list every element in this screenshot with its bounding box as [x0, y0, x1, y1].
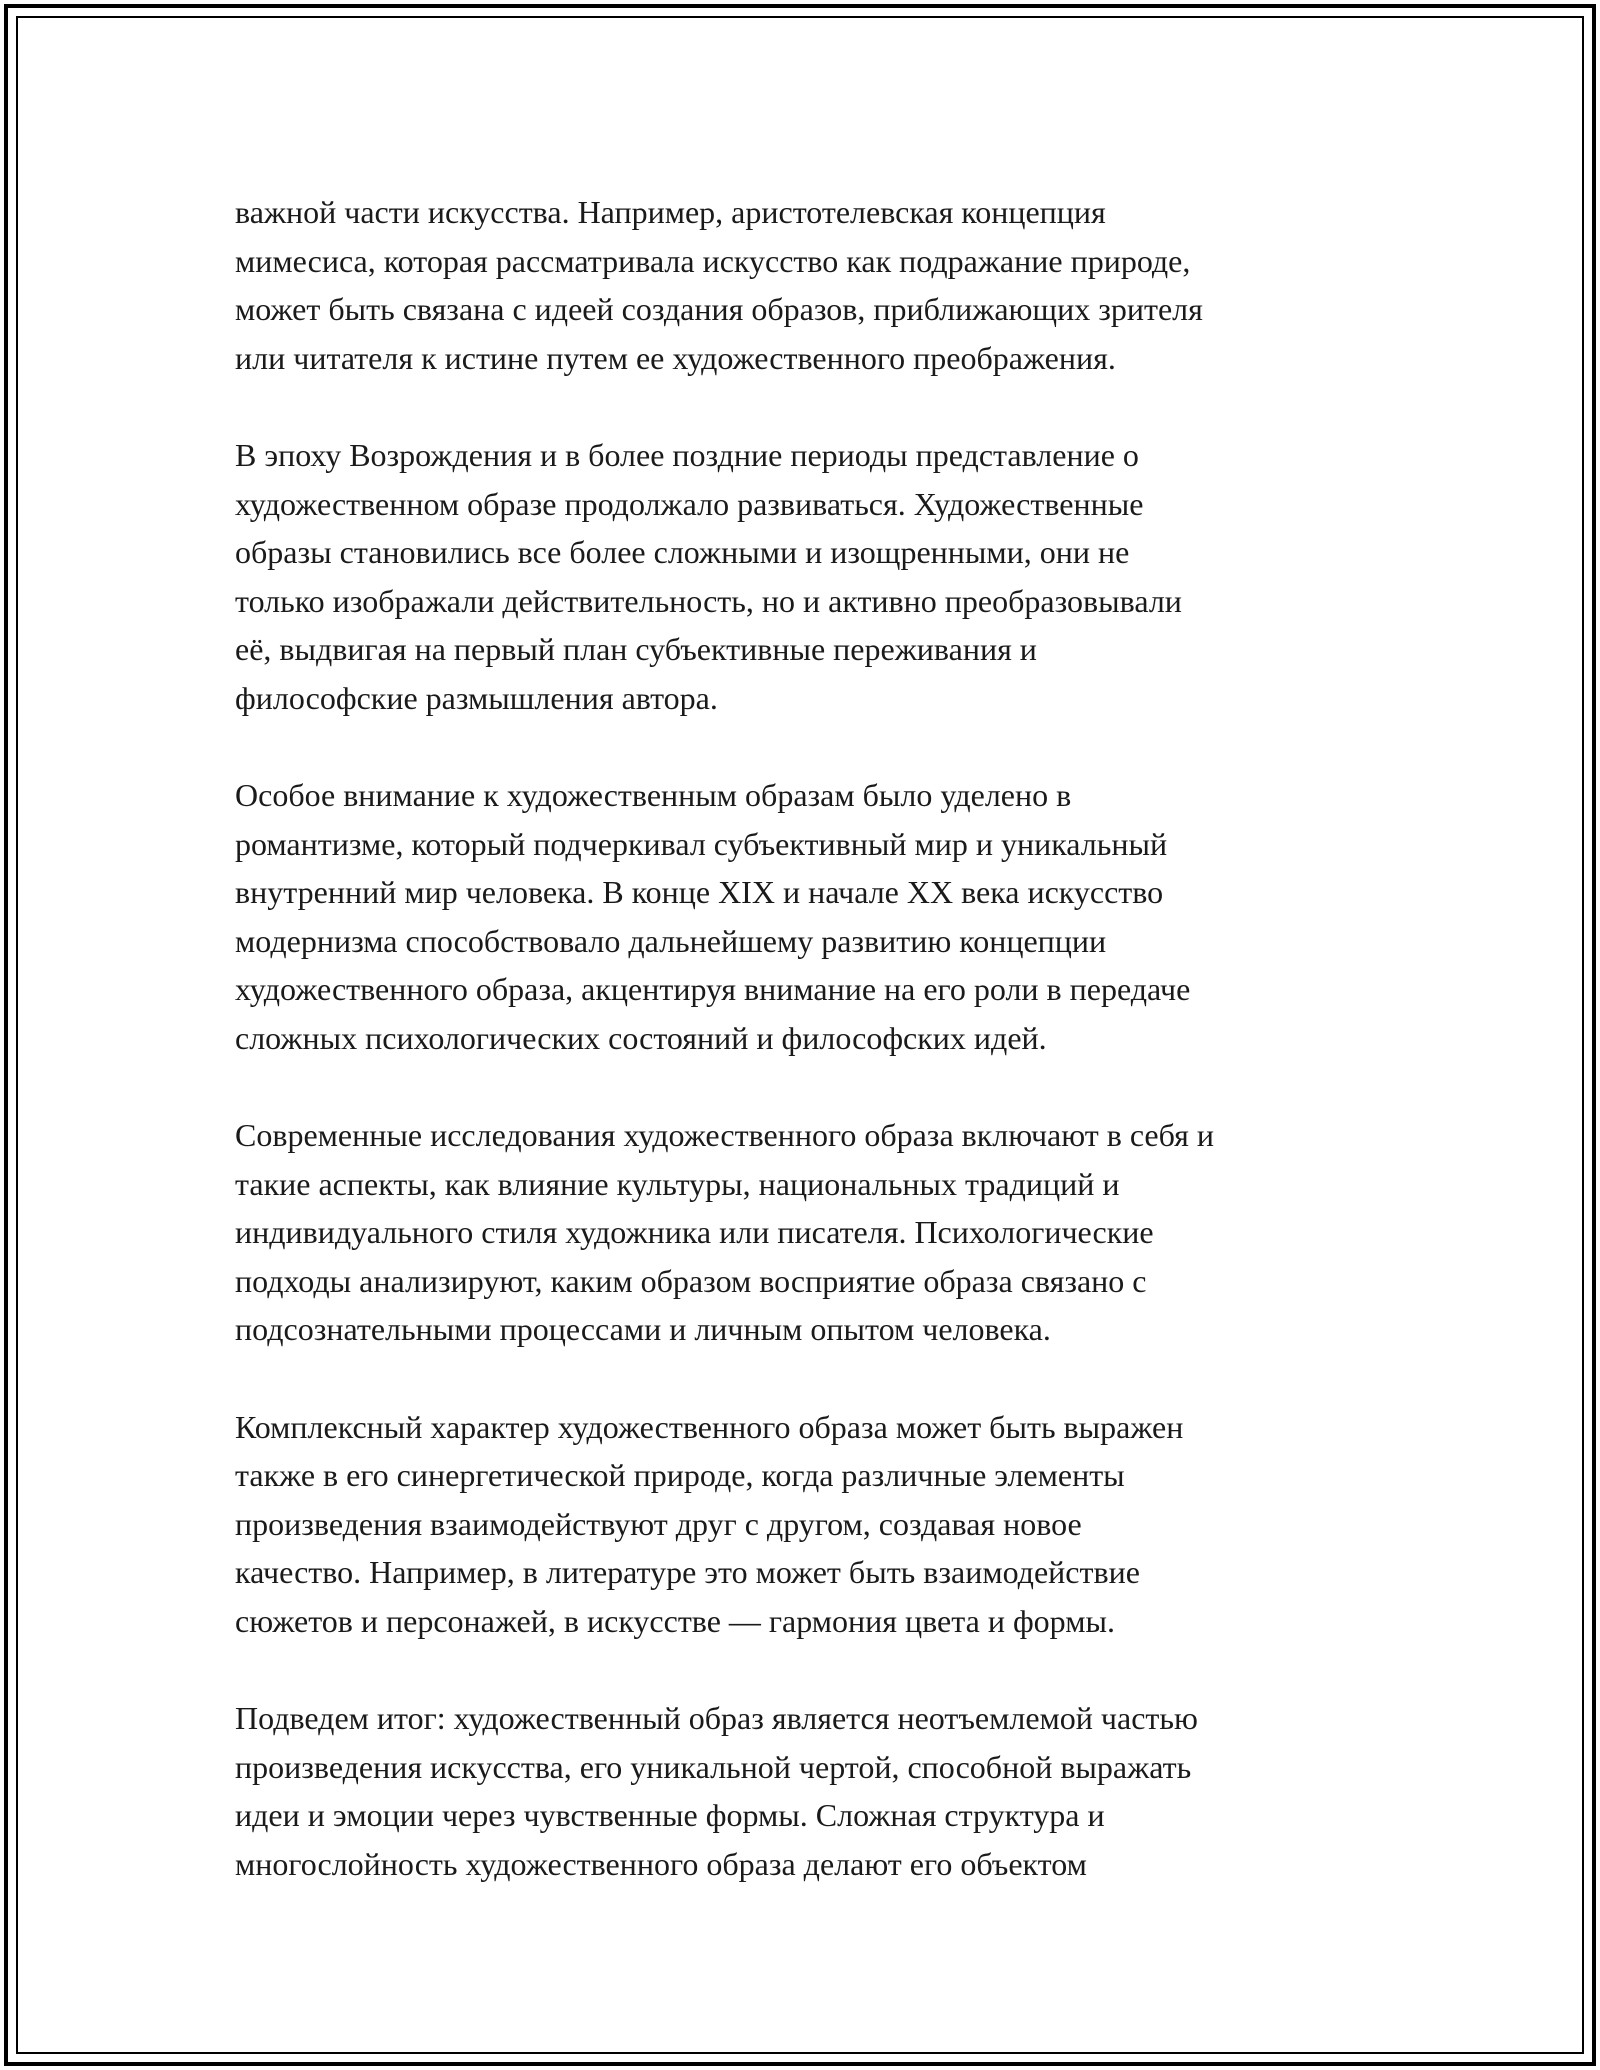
- text-line: внутренний мир человека. В конце XIX и начале XX века искусство: [235, 874, 1164, 910]
- text-line: художественного образа, акцентируя внимание на его роли в передаче: [235, 971, 1191, 1007]
- text-line: подсознательными процессами и личным опытом человека.: [235, 1311, 1051, 1347]
- text-line: Подведем итог: художественный образ является неотъемлемой частью: [235, 1700, 1198, 1736]
- text-line: подходы анализируют, каким образом восприятие образа связано с: [235, 1262, 1147, 1299]
- document-body: [235, 188, 1395, 1937]
- text-line: произведения взаимодействуют друг с другом, создавая новое: [235, 1505, 1082, 1542]
- text-line: такие аспекты, как влияние культуры, национальных традиций и: [235, 1165, 1120, 1202]
- text-line: В эпоху Возрождения и в более поздние периоды представление о: [235, 437, 1139, 473]
- text-line: образы становились все более сложными и изощренными, они не: [235, 534, 1130, 570]
- paragraph-5: [235, 1403, 1395, 1646]
- text-line: или читателя к истине путем ее художественного преображения.: [235, 339, 1116, 376]
- paragraph-3: [235, 771, 1395, 1062]
- text-line: художественном образе продолжало развиваться. Художественные: [235, 485, 1144, 522]
- text-line: Комплексный характер художественного образа может быть выражен: [235, 1408, 1184, 1445]
- text-line: идеи и эмоции через чувственные формы. Сложная структура и: [235, 1797, 1105, 1833]
- text-line: сюжетов и персонажей, в искусстве — гармония цвета и формы.: [235, 1602, 1115, 1639]
- text-line: Особое внимание к художественным образам было уделено в: [235, 777, 1072, 813]
- text-line: качество. Например, в литературе это может быть взаимодействие: [235, 1554, 1140, 1590]
- text-line: романтизме, который подчеркивал субъективный мир и уникальный: [235, 825, 1168, 862]
- paragraph-4: [235, 1111, 1395, 1354]
- text-line: сложных психологических состояний и философских идей.: [235, 1019, 1047, 1056]
- text-line: важной части искусства. Например, аристотелевская концепция: [235, 194, 1106, 230]
- paragraph-2: [235, 431, 1395, 722]
- text-line: Современные исследования художественного образа включают в себя и: [235, 1117, 1214, 1153]
- text-line: произведения искусства, его уникальной чертой, способной выражать: [235, 1748, 1192, 1785]
- paragraph-6: [235, 1694, 1395, 1888]
- text-line: только изображали действительность, но и активно преобразовывали: [235, 582, 1182, 619]
- text-line: многослойность художественного образа делают его объектом: [235, 1845, 1087, 1882]
- text-line: также в его синергетической природе, когда различные элементы: [235, 1457, 1125, 1493]
- text-line: мимесиса, которая рассматривала искусство как подражание природе,: [235, 242, 1191, 279]
- text-line: философские размышления автора.: [235, 679, 718, 716]
- text-line: её, выдвигая на первый план субъективные переживания и: [235, 631, 1037, 667]
- text-line: индивидуального стиля художника или писателя. Психологические: [235, 1214, 1154, 1250]
- paragraph-1: [235, 188, 1395, 382]
- text-line: может быть связана с идеей создания образов, приближающих зрителя: [235, 291, 1203, 327]
- text-line: модернизма способствовало дальнейшему развитию концепции: [235, 922, 1107, 959]
